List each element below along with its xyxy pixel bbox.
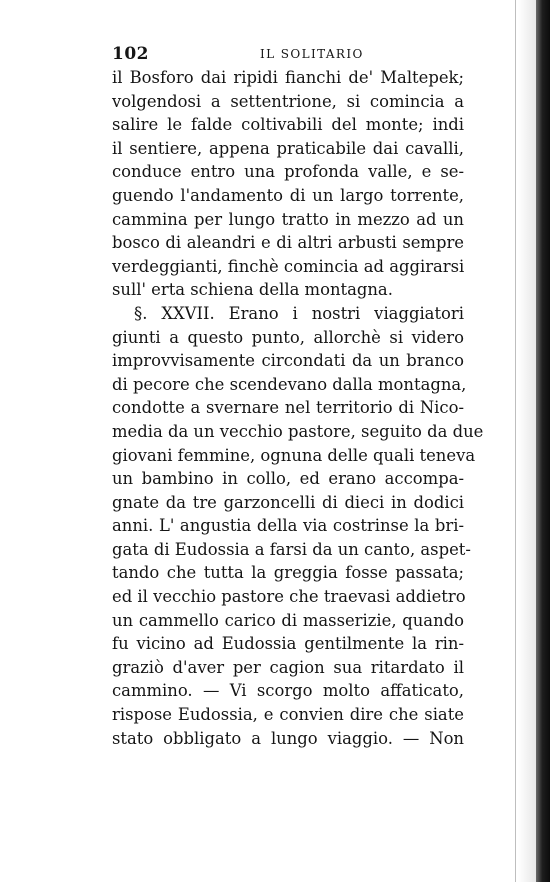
text-line: cammina per lungo tratto in mezzo ad un (112, 209, 464, 229)
text-line: di pecore che scendevano dalla montagna, (112, 374, 467, 394)
text-line: ed il vecchio pastore che traevasi addietro (112, 587, 466, 607)
text-line: fu vicino ad Eudossia gentilmente la rin- (112, 634, 464, 654)
text-line: il sentiere, appena praticabile dai cavalli, (112, 138, 464, 158)
running-head (112, 44, 472, 66)
text-line: rispose Eudossia, e convien dire che siate (112, 705, 464, 725)
page-edge (536, 0, 550, 882)
page-fold-shadow (518, 0, 536, 882)
page-number: 102 (112, 44, 149, 64)
text-line: graziò d'aver per cagion sua ritardato il (112, 657, 464, 677)
text-line: il Bosforo dai ripidi fianchi de' Maltepek; (112, 68, 464, 87)
text-line: stato obbligato a lungo viaggio. — Non (112, 728, 464, 748)
text-line: anni. L' angustia della via costrinse la bri- (112, 516, 464, 536)
text-line: giunti a questo punto, allorchè si videro (112, 327, 464, 347)
text-line: condotte a svernare nel territorio di Nico- (112, 398, 464, 418)
running-title: IL SOLITARIO (260, 47, 364, 61)
text-line: giovani femmine, ognuna delle quali teneva (112, 445, 476, 465)
text-line: cammino. — Vi scorgo molto affaticato, (112, 681, 464, 701)
section-heading-line: §. XXVII. Erano i nostri viaggiatori (134, 303, 464, 323)
text-line: volgendosi a settentrione, si comincia a (112, 91, 464, 111)
text-body (112, 66, 484, 750)
text-line: conduce entro una profonda valle, e se- (112, 162, 464, 182)
page-fold-line (515, 0, 516, 882)
text-line: gata di Eudossia a farsi da un canto, aspet- (112, 539, 471, 559)
text-line: improvvisamente circondati da un branco (112, 351, 464, 371)
text-line: un cammello carico di masserizie, quando (112, 610, 464, 630)
text-line: sull' erta schiena della montagna. (112, 280, 393, 300)
text-line: un bambino in collo, ed erano accompa- (112, 469, 464, 489)
text-line: media da un vecchio pastore, seguito da due (112, 421, 484, 441)
text-line: salire le falde coltivabili del monte; indi (112, 115, 464, 135)
text-line: gnate da tre garzoncelli di dieci in dodici (112, 492, 464, 512)
text-line: guendo l'andamento di un largo torrente, (112, 185, 464, 205)
text-line: bosco di aleandri e di altri arbusti sempre (112, 233, 464, 253)
text-line: tando che tutta la greggia fosse passata; (112, 563, 464, 583)
text-line: verdeggianti, finchè comincia ad aggirarsi (112, 256, 465, 276)
